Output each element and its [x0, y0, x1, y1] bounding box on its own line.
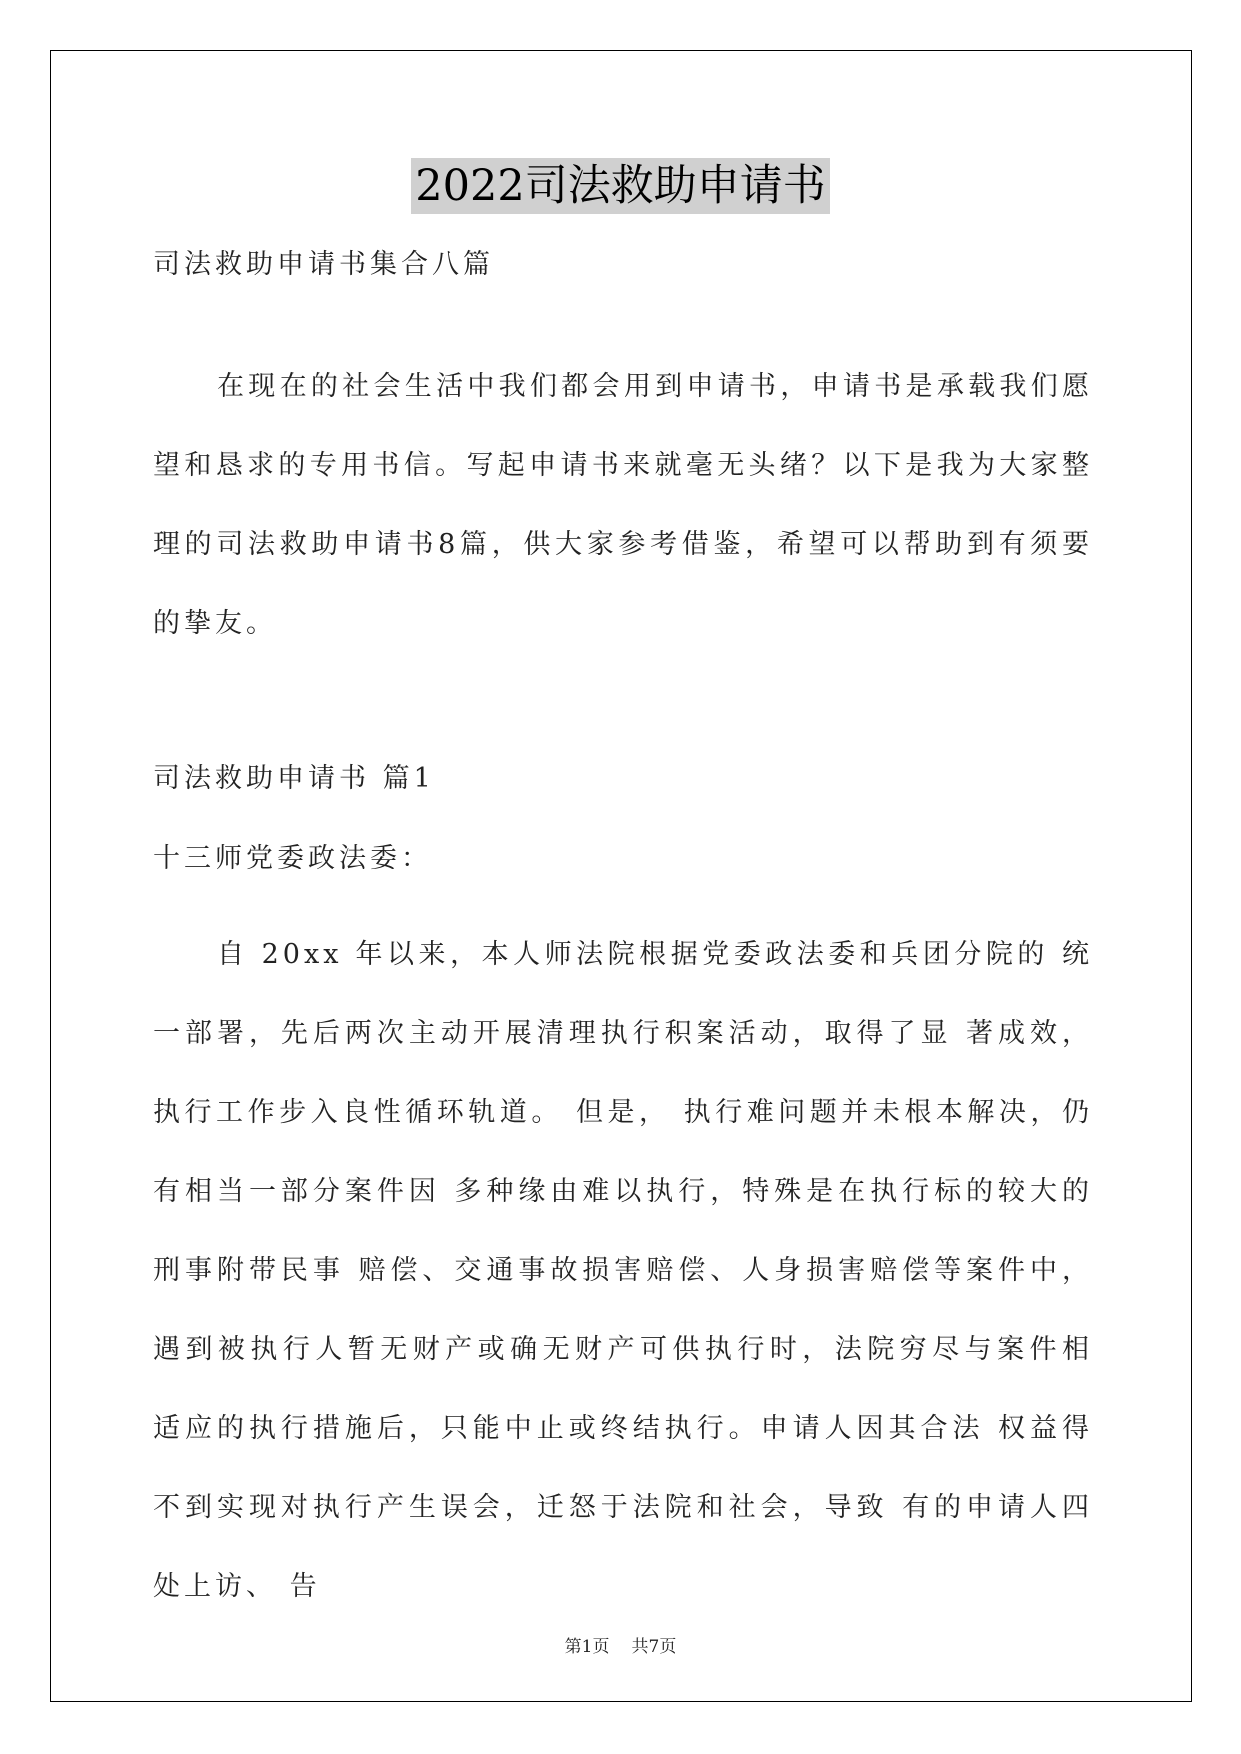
page-footer	[0, 1632, 1241, 1657]
addressee-line: 十三师党委政法委：	[153, 843, 432, 874]
page-total: 共7页	[631, 1637, 677, 1657]
body-paragraph: 自 20xx 年以来，本人师法院根据党委政法委和兵团分院的 统一部署，先后两次主动开展清理执行积案活动，取得了显 著成效，执行工作步入良性循环轨道。 但是， 执行难问题并未根本解决，仍有相当一部分案件因 多种缘由难以执行，特殊是在执行标的较大的刑事附带民事 赔偿、交通事故损害赔偿、人身损害赔偿等案件中，遇到被执行人暂无财产或确无财产可供执行时，法院穷尽与案件相 适应的执行措施后，只能中止或终结执行。申请人因其合法 权益得不到实现对执行产生误会，迁怒于法院和社会，导致 有的申请人四处上访、 告	[153, 939, 1093, 1602]
page-number: 第1页	[564, 1637, 610, 1657]
section-title: 司法救助申请书 篇1	[153, 763, 435, 794]
title-container	[0, 158, 1241, 214]
document-title: 2022司法救助申请书	[411, 158, 829, 214]
intro-paragraph: 在现在的社会生活中我们都会用到申请书，申请书是承载我们愿望和恳求的专用书信。写起申请书来就毫无头绪？以下是我为大家整理的司法救助申请书8篇，供大家参考借鉴，希望可以帮助到有须要的挚友。	[153, 371, 1093, 639]
document-subtitle: 司法救助申请书集合八篇	[153, 249, 494, 280]
